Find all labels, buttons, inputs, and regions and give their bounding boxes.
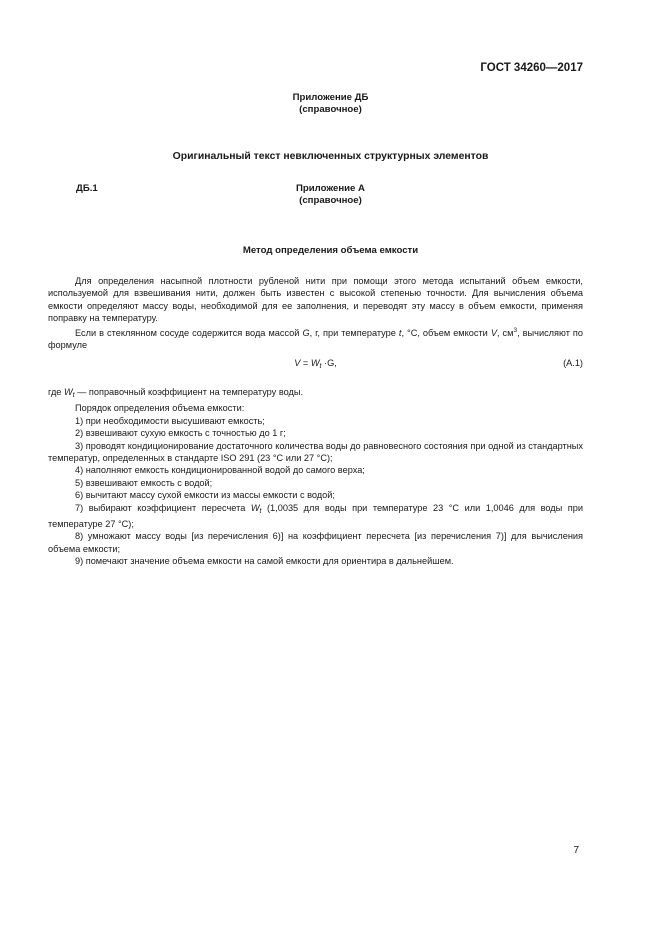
appendix-db-subtitle: (справочное) — [299, 104, 362, 115]
formula-number: (А.1) — [563, 358, 583, 368]
step-3: 3) проводят кондиционирование достаточного количества воды до равновесного состояния при одной из стандартных температур, определенных в стандарте ISO 291 (23 °С или 27 °С); — [48, 440, 583, 464]
appendix-a-title: Приложение А — [296, 183, 365, 194]
standard-header: ГОСТ 34260—2017 — [480, 62, 583, 74]
db1-label: ДБ.1 — [76, 183, 98, 194]
appendix-db-title: Приложение ДБ — [292, 92, 369, 103]
intro-paragraphs — [48, 275, 583, 351]
paragraph-1: Для определения насыпной плотности рубленой нити при помощи этого метода испытаний объем емкости, используемой для взвешивания нити, должен быть известен с высокой степенью точности. Для вычисления объема емкости определяют массу воды, необходимой для ее заполнения, и переводят эту массу в объем емкости, применяя поправку на температуру. — [48, 276, 583, 324]
paragraph-2: Если в стеклянном сосуде содержится вода массой G, г, при температуре t, °С, объем емкости V, $см^3$, вычисляют по формуле — [48, 326, 584, 351]
step-5: 5) взвешивают емкость с водой; — [75, 477, 213, 488]
step-9: 9) помечают значение объема емкости на самой емкости для ориентира в дальнейшем. — [75, 556, 454, 567]
method-title: Метод определения объема емкости — [242, 245, 419, 256]
step-4: 4) наполняют емкость кондиционированной водой до самого верха; — [75, 465, 365, 476]
step-8: 8) умножают массу воды [из перечисления 6)] на коэффициент пересчета [из перечисления 7)] для вычисления объема емкости; — [48, 531, 583, 554]
where-line: где $W_t$ — поправочный коэффициент на температуру воды. — [48, 387, 304, 399]
step-1: 1) при необходимости высушивают емкость; — [75, 415, 265, 426]
procedure-section — [48, 386, 583, 568]
appendix-a-subtitle: (справочное) — [299, 195, 362, 206]
page-number: 7 — [573, 845, 579, 856]
formula-expression: $V = W_t \cdot G$, — [294, 358, 337, 370]
formula-a1 — [48, 358, 583, 372]
procedure-intro: Порядок определения объема емкости: — [75, 403, 245, 414]
step-7: 7) выбирают коэффициент пересчета $W_t$ (1,0035 для воды при температуре 23 °С или 1,0046 для воды при температуре 27 °С); — [48, 502, 584, 530]
section-title: Оригинальный текст невключенных структурных элементов — [172, 151, 489, 162]
step-2: 2) взвешивают сухую емкость с точностью до 1 г; — [75, 428, 286, 439]
step-6: 6) вычитают массу сухой емкости из массы емкости с водой; — [75, 490, 335, 501]
